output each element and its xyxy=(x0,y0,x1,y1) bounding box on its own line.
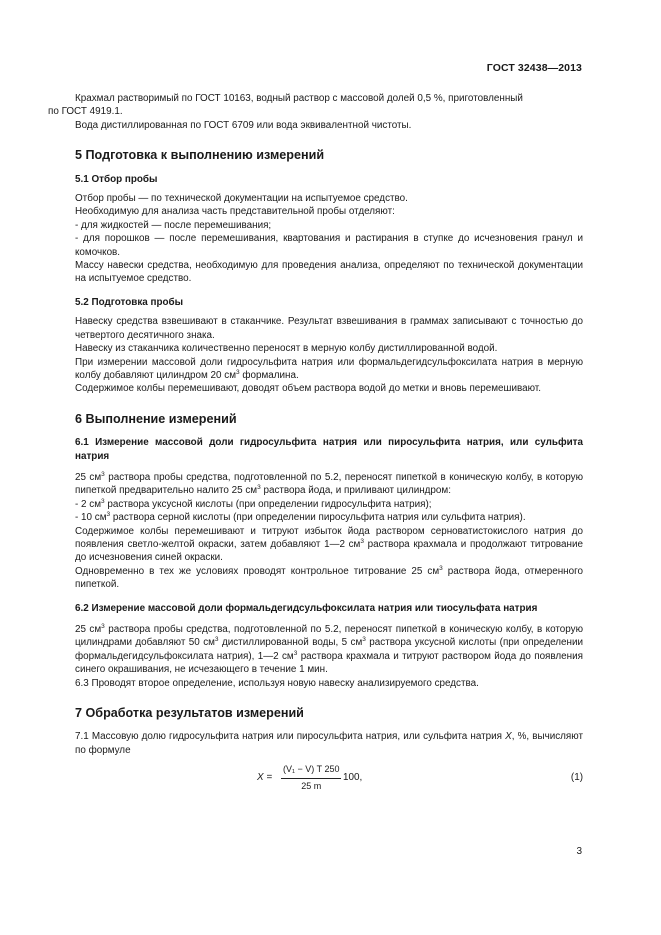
formula-1 xyxy=(75,763,583,793)
document-body xyxy=(48,92,583,793)
subsection-6-2-title: 6.2 Измерение массовой доли формальдегидсульфоксилата натрия или тиосульфата натрия xyxy=(75,602,538,614)
subsection-5-2-title: 5.2 Подготовка пробы xyxy=(75,296,184,308)
subsection-5-1-title: 5.1 Отбор пробы xyxy=(75,173,158,185)
paragraph: Навеску средства взвешивают в стаканчике. Результат взвешивания в граммах записывают с точностью до четвертого десятичного знака. xyxy=(75,316,583,341)
paragraph: 25 $см^3$ раствора пробы средства, подготовленной по 5.2, переносят пипеткой в коническую колбу, в которую цилиндрами добавляют 50 $см^3$ дистиллированной воды, 5 $см^3$ раствора уксусной кислоты (при определении формальдегидсульфоксилата натрия), 1—2 $см^3$ раствора крахмала и титруют раствором йода до появления синего окрашивания, не исчезающего в течение 1 мин. xyxy=(75,623,583,676)
formula-denominator: 25 m xyxy=(301,780,322,791)
list-item: - 10 $см^3$ раствора серной кислоты (при определении пиросульфита натрия или сульфита натрия). xyxy=(75,511,526,524)
document-header: ГОСТ 32438—2013 xyxy=(486,62,582,74)
paragraph: Навеску из стаканчика количественно переносят в мерную колбу дистиллированной водой. xyxy=(75,343,498,355)
paragraph: При измерении массовой доли гидросульфита натрия или формальдегидсульфоксилата натрия в мерную колбу добавляют цилиндром 20 $см^3$ формалина. xyxy=(75,356,583,381)
paragraph: Содержимое колбы перемешивают, доводят объем раствора водой до метки и вновь перемешивают. xyxy=(75,383,541,395)
formula-multiplier: 100, xyxy=(343,772,363,784)
paragraph: 7.1 Массовую долю гидросульфита натрия или пиросульфита натрия, или сульфита натрия X, %, вычисляют по формуле xyxy=(75,731,583,756)
section-5-title: 5 Подготовка к выполнению измерений xyxy=(75,148,325,163)
section-7-title: 7 Обработка результатов измерений xyxy=(75,706,304,721)
formula-number: (1) xyxy=(570,772,583,784)
section-6-title: 6 Выполнение измерений xyxy=(75,411,237,426)
paragraph-reagent-water: Вода дистиллированная по ГОСТ 6709 или вода эквивалентной чистоты. xyxy=(75,119,412,131)
paragraph-reagent-starch: Крахмал растворимый по ГОСТ 10163, водный раствор с массовой долей 0,5 %, приготовленный по ГОСТ 4919.1. xyxy=(48,93,523,118)
page-number: 3 xyxy=(576,846,582,857)
formula-numerator: (V₁ − V) T 250 xyxy=(281,763,341,778)
paragraph: Необходимую для анализа часть представительной пробы отделяют: xyxy=(75,206,395,218)
paragraph: Содержимое колбы перемешивают и титруют избыток йода раствором серноватистокислого натрия до появления светло-желтой окраски, затем добавляют 1—2 $см^3$ раствора крахмала и продолжают титрование до исчезновения синей окраски. xyxy=(75,525,583,564)
paragraph: Массу навески средства, необходимую для проведения анализа, определяют по технической документации на испытуемое средство. xyxy=(75,260,583,285)
list-item: - для порошков — после перемешивания, квартования и растирания в ступке до исчезновения гранул и комочков. xyxy=(75,233,583,258)
paragraph: 25 $см^3$ раствора пробы средства, подготовленной по 5.2, переносят пипеткой в коническую колбу, в которую пипеткой предварительно налито 25 $см^3$ раствора йода, и приливают цилиндром: xyxy=(75,470,583,497)
formula-lhs: X = xyxy=(257,772,273,784)
paragraph: 6.3 Проводят второе определение, используя новую навеску анализируемого средства. xyxy=(75,677,479,689)
paragraph: Отбор пробы — по технической документации на испытуемое средство. xyxy=(75,193,408,205)
list-item: - для жидкостей — после перемешивания; xyxy=(75,219,272,231)
list-item: - 2 $см^3$ раствора уксусной кислоты (при определении гидросульфита натрия); xyxy=(75,497,432,510)
formula-fraction xyxy=(281,763,341,793)
paragraph: Одновременно в тех же условиях проводят контрольное титрование 25 $см^3$ раствора йода, отмеренного пипеткой. xyxy=(75,564,583,591)
subsection-6-1-title: 6.1 Измерение массовой доли гидросульфита натрия или пиросульфита натрия, или сульфита натрия xyxy=(75,437,583,462)
